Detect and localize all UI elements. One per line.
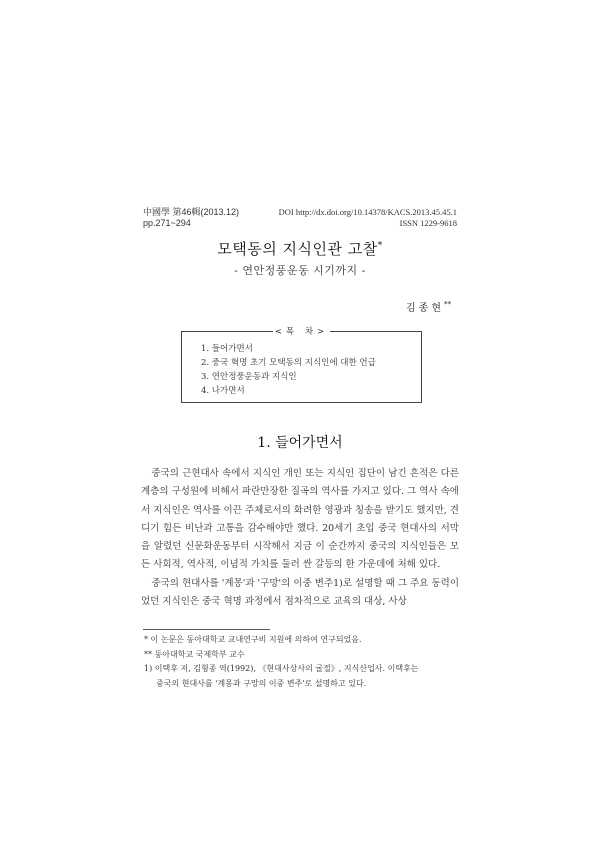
title-text: 모택동의 지식인관 고찰	[217, 240, 378, 258]
doi-link[interactable]: DOI http://dx.doi.org/10.14378/KACS.2013.45.45.1	[278, 207, 457, 217]
identifier-info	[279, 207, 457, 229]
author-footnote-mark: **	[444, 300, 451, 309]
toc-item: 4. 나가면서	[201, 386, 245, 396]
footnote-affiliation: ** 동아대학교 국제학부 교수	[144, 649, 245, 659]
title-footnote-mark: *	[377, 241, 383, 251]
toc-heading: <목 차>	[274, 327, 329, 337]
paragraph: 중국의 현대사를 '계몽'과 '구망'의 이중 변주1)로 설명할 때 그 주요 동력이었던 지식인은 중국 혁명 과정에서 점차적으로 교육의 대상, 사상	[141, 577, 459, 608]
table-of-contents	[181, 327, 422, 403]
body-text	[141, 465, 459, 611]
paper-subtitle: - 연안정풍운동 시기까지 -	[234, 264, 366, 277]
footnote-1-continued: 중국의 현대사를 '계몽과 구망의 이중 변주'로 설명하고 있다.	[156, 678, 367, 688]
paragraph: 중국의 근현대사 속에서 지식인 개인 또는 지식인 집단이 남긴 흔적은 다른 계층의 구성원에 비해서 파란만장한 질곡의 역사를 가지고 있다. 그 역사 속에서 지식인은 역사를 이끈 주체로서의 화려한 영광과 칭송을 받기도 했지만, 견디기 힘든 비난과 고통을 감수해야만 했다. 20세기 초입 중국 현대사의 서막을 알렸던 신문화운동부터 시작해서 지금 이 순간까지 중국의 지식인들은 모든 사회적, 역사적, 이념적 가치를 둘러 싼 갈등의 한 가운데에 처해 있다.	[141, 468, 459, 571]
journal-info	[143, 207, 239, 229]
footnote-1: 1) 이택후 저, 김형종 역(1992), 《현대사상사의 굴절》, 지식산업사. 이택후는	[144, 664, 419, 673]
toc-item: 1. 들어가면서	[201, 344, 253, 354]
author	[406, 299, 451, 314]
toc-item: 3. 연안정풍운동과 지식인	[201, 372, 297, 382]
issn: ISSN 1229-9618	[399, 218, 457, 228]
journal-name: 中國學 第46輯(2013.12)	[143, 207, 240, 217]
toc-item: 2. 중국 혁명 초기 모택동의 지식인에 대한 언급	[201, 358, 376, 368]
paper-title	[0, 238, 600, 259]
footnotes	[144, 633, 460, 691]
section-heading: 1. 들어가면서	[257, 435, 343, 451]
footnote-funding: * 이 논문은 동아대학교 교내연구비 지원에 의하여 연구되었음.	[144, 635, 362, 644]
author-name: 김종현	[406, 303, 444, 314]
page-range: pp.271~294	[143, 218, 191, 228]
footnote-divider	[143, 629, 270, 630]
toc-list	[201, 342, 376, 398]
